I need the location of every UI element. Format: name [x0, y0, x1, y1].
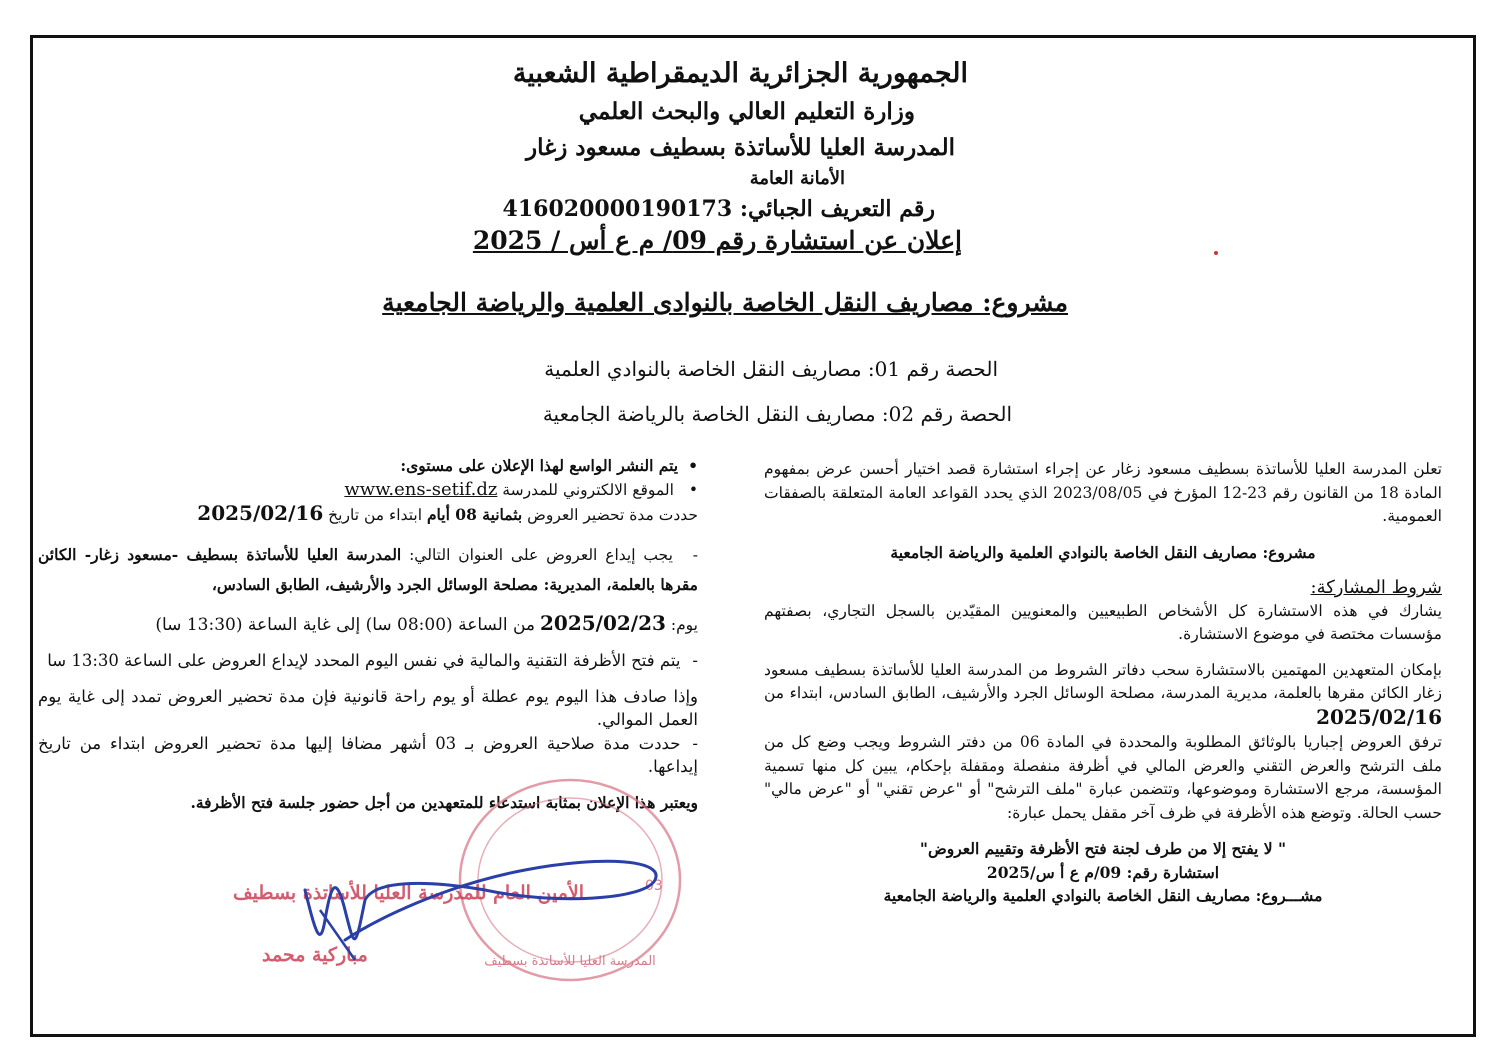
lot-1: الحصة رقم 01: مصاريف النقل الخاصة بالنوادي العلمية [544, 357, 998, 381]
signature-name: مباركية محمد [262, 944, 368, 966]
intro-paragraph: تعلن المدرسة العليا للأساتذة بسطيف مسعود زغار عن إجراء استشارة قصد اختيار أحسن عرض بمفهوم المادة 18 من القانون رقم 23-12 المؤرخ في 2023/08/05 الذي يحدد القواعد العامة المتعلقة بالصفقات العمومية. [764, 460, 1442, 525]
tax-id-value: 416020000190173 [502, 196, 733, 222]
validity-text: - حددت مدة صلاحية العروض بـ 03 أشهر مضافا إليها مدة تحضير العروض ابتداء من تاريخ إيداعها. [38, 732, 698, 779]
ministry-title: وزارة التعليم العالي والبحث العلمي [578, 98, 915, 125]
offers-paragraph: ترفق العروض إجباريا بالوثائق المطلوبة والمحددة في المادة 06 من دفتر الشروط ويجب وضع كل من ملف الترشح والعرض التقني والعرض المالي في أظرفة منفصلة ومقفلة بإحكام، يبين كل منها تسمية المؤسسة، مرجع الاستشارة وموضوعها، وتتضمن عبارة "ملف الترشح" أو "عرض تقني" أو "عرض مالي" حسب الحالة. وتوضع هذه الأظرفة في ظرف آخر مقفل يحمل عبارة: [764, 733, 1442, 822]
tax-id-label: رقم التعريف الجبائي: [739, 196, 935, 222]
publish-site-line [38, 478, 698, 503]
signature-title: الأمين العام للمدرسة العليا للأساتذة بسطيف [233, 882, 584, 904]
stamp-number: 03 [645, 878, 663, 894]
envelope-line-3: مشـــروع: مصاريف النقل الخاصة بالنوادي العلمية والرياضة الجامعية [883, 886, 1323, 905]
duration-date: 2025/02/16 [197, 501, 324, 525]
handwritten-signature [225, 850, 725, 990]
publish-title: • يتم النشر الواسع لهذا الإعلان على مستوى: [38, 454, 698, 478]
duration-text: حددت مدة تحضير العروض [527, 506, 698, 524]
stamp-text: المدرسة العليا للأساتذة بسطيف [484, 954, 656, 969]
withdraw-paragraph [764, 659, 1442, 732]
holiday-text: وإذا صادف هذا اليوم يوم عطلة أو يوم راحة قانونية فإن مدة تحضير العروض تمدد إلى غاية يوم العمل الموالي. [38, 686, 698, 729]
deposit-date: 2025/02/23 [539, 610, 666, 635]
envelope-line-2: استشارة رقم: 09/م ع أ س/2025 [986, 862, 1220, 882]
publish-site-link[interactable]: www.ens-setif.dz [344, 478, 498, 500]
announcement-title: إعلان عن استشارة رقم 09/ م ع أس / 2025 [472, 226, 962, 255]
right-column [764, 458, 1442, 908]
secretariat-title: الأمانة العامة [749, 168, 845, 189]
duration-bold: بثمانية 08 أيام [426, 505, 523, 524]
project-line: مشروع: مصاريف النقل الخاصة بالنوادي العلمية والرياضة الجامعية [890, 542, 1316, 562]
red-dot [1214, 251, 1218, 255]
conditions-text: يشارك في هذه الاستشارة كل الأشخاص الطبيعيين والمعنويين المقيّدين بالسجل التجاري، بصفتهم مؤسسات مختصة في موضوع الاستشارة. [764, 601, 1442, 643]
duration-line [38, 502, 698, 528]
school-title: المدرسة العليا للأساتذة بسطيف مسعود زغار [526, 134, 955, 161]
duration-from: ابتداء من تاريخ [328, 506, 422, 524]
withdraw-date: 2025/02/16 [1316, 704, 1442, 729]
opening-text: - يتم فتح الأظرفة التقنية والمالية في نفس اليوم المحدد لإيداع العروض على الساعة 13:30 سا [38, 649, 698, 673]
lot-2: الحصة رقم 02: مصاريف النقل الخاصة بالرياضة الجامعية [542, 402, 1012, 426]
deposit-paragraph [38, 540, 698, 600]
deposit-day-line [38, 612, 698, 638]
deposit-intro: يجب إيداع العروض على العنوان التالي: [409, 545, 673, 564]
envelope-line-1: " لا يفتح إلا من طرف لجنة فتح الأظرفة وتقييم العروض" [919, 839, 1287, 858]
withdraw-text: بإمكان المتعهدين المهتمين بالاستشارة سحب دفاتر الشروط من المدرسة العليا للأساتذة بسطيف مسعود زغار الكائن مقرها بالعلمة، مديرية المدرسة، مصلحة الوسائل الجرد والأرشيف، الطابق السادس، ابتداء من [764, 660, 1442, 702]
project-title: مشروع: مصاريف النقل الخاصة بالنوادى العلمية والرياضة الجامعية [382, 288, 1068, 317]
deposit-time: من الساعة (08:00 سا) إلى غاية الساعة (13:30 سا) [155, 614, 536, 635]
republic-title: الجمهورية الجزائرية الديمقراطية الشعبية [512, 58, 968, 89]
tax-id [503, 196, 935, 222]
conditions-title: شروط المشاركة: [1310, 577, 1442, 598]
deposit-day-label: يوم: [670, 615, 698, 634]
deposit-address: المدرسة العليا للأساتذة بسطيف -مسعود زغار- الكائن مقرها بالعلمة، المديرية: مصلحة الوسائل الجرد والأرشيف، الطابق السادس، [38, 544, 698, 594]
left-column [38, 454, 698, 814]
publish-site-label: الموقع الالكتروني للمدرسة [502, 480, 674, 499]
invitation-text: ويعتبر هذا الإعلان بمثابة استدعاء للمتعهدين من أجل حضور جلسة فتح الأظرفة. [190, 792, 698, 812]
